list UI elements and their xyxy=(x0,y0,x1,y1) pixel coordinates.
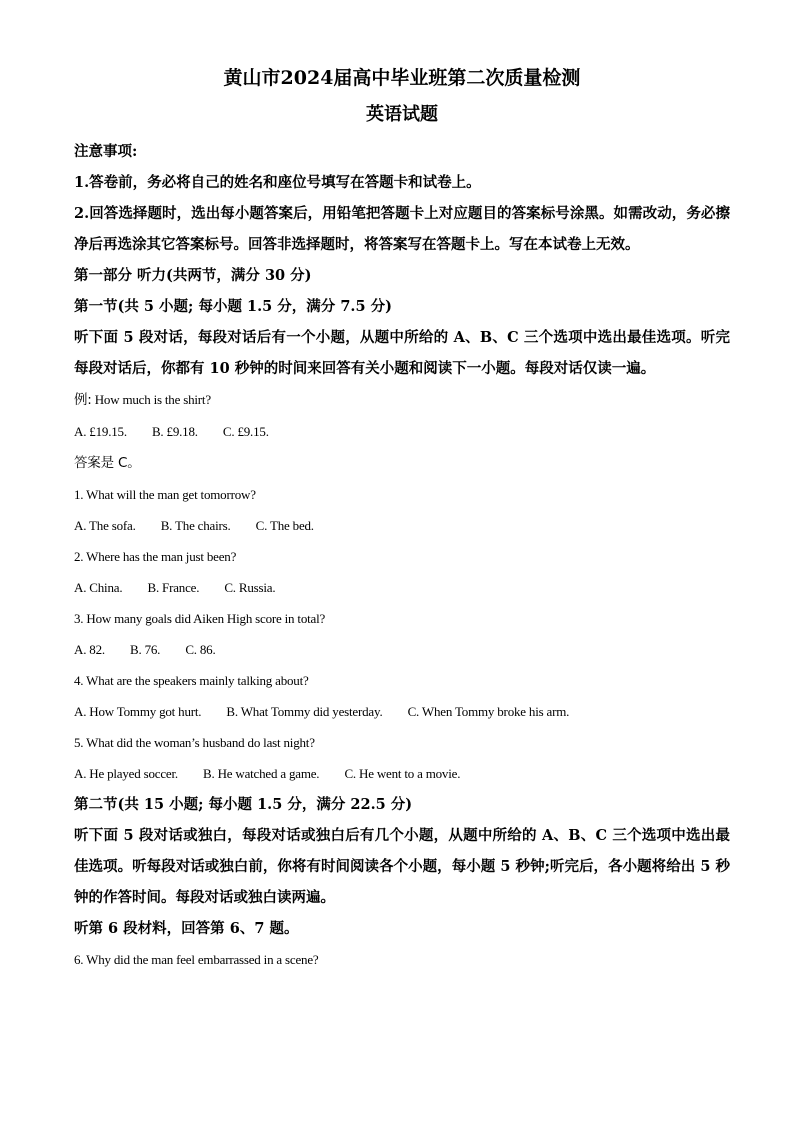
notes-heading: 注意事项: xyxy=(74,143,138,160)
question-5-options xyxy=(74,758,730,789)
question-2-options xyxy=(74,572,730,603)
question-4: 4. What are the speakers mainly talking about? xyxy=(74,673,309,688)
question-2-option-c: C. Russia. xyxy=(224,580,276,595)
section1-instructions: 听下面 5 段对话，每段对话后有一个小题，从题中所给的 A、B、C 三个选项中选出最佳选项。听完每段对话后，你都有 10 秒钟的时间来回答有关小题和阅读下一小题。每段对话仅读一遍。 xyxy=(74,329,730,377)
question-5-option-a: A. He played soccer. xyxy=(74,766,178,781)
question-5: 5. What did the woman’s husband do last night? xyxy=(74,735,315,750)
example-question-text: How much is the shirt? xyxy=(94,392,211,407)
question-6: 6. Why did the man feel embarrassed in a scene? xyxy=(74,952,319,967)
question-3-option-a: A. 82. xyxy=(74,642,105,657)
part1-heading: 第一部分 听力(共两节，满分 30 分) xyxy=(74,267,312,284)
question-2-option-a: A. China. xyxy=(74,580,123,595)
example-options xyxy=(74,416,730,447)
question-3-options xyxy=(74,634,730,665)
example-label: 例: xyxy=(74,392,92,408)
section2-instructions: 听下面 5 段对话或独白，每段对话或独白后有几个小题，从题中所给的 A、B、C 三个选项中选出最佳选项。听每段对话或独白前，你将有时间阅读各个小题，每小题 5 秒钟;听完后，各小题将给出 5 秒钟的作答时间。每段对话或独白读两遍。 xyxy=(74,827,730,906)
question-3-option-b: B. 76. xyxy=(130,642,161,657)
question-1-option-b: B. The chairs. xyxy=(160,518,231,533)
section2-heading: 第二节(共 15 小题; 每小题 1.5 分，满分 22.5 分) xyxy=(74,796,413,813)
question-2-option-b: B. France. xyxy=(147,580,200,595)
question-4-option-c: C. When Tommy broke his arm. xyxy=(407,704,570,719)
question-3-option-c: C. 86. xyxy=(185,642,216,657)
example-question xyxy=(74,384,730,416)
notes-item-1: 1.答卷前，务必将自己的姓名和座位号填写在答题卡和试卷上。 xyxy=(74,174,481,191)
material-6-heading: 听第 6 段材料，回答第 6、7 题。 xyxy=(74,920,299,937)
question-1-option-c: C. The bed. xyxy=(255,518,314,533)
example-option-b: B. £9.18. xyxy=(151,424,198,439)
question-5-option-b: B. He watched a game. xyxy=(203,766,320,781)
exam-subtitle: 英语试题 xyxy=(366,104,438,125)
question-4-option-b: B. What Tommy did yesterday. xyxy=(226,704,383,719)
question-1-option-a: A. The sofa. xyxy=(74,518,136,533)
question-2: 2. Where has the man just been? xyxy=(74,549,237,564)
example-answer: 答案是 C。 xyxy=(74,455,141,471)
question-5-option-c: C. He went to a movie. xyxy=(344,766,461,781)
question-3: 3. How many goals did Aiken High score in total? xyxy=(74,611,326,626)
question-1: 1. What will the man get tomorrow? xyxy=(74,487,256,502)
example-option-a: A. £19.15. xyxy=(74,424,127,439)
section1-heading: 第一节(共 5 小题; 每小题 1.5 分，满分 7.5 分) xyxy=(74,298,392,315)
question-4-option-a: A. How Tommy got hurt. xyxy=(74,704,202,719)
exam-page xyxy=(74,64,730,975)
exam-title: 黄山市2024届高中毕业班第二次质量检测 xyxy=(223,67,581,89)
question-1-options xyxy=(74,510,730,541)
example-option-c: C. £9.15. xyxy=(222,424,269,439)
notes-item-2: 2.回答选择题时，选出每小题答案后，用铅笔把答题卡上对应题目的答案标号涂黑。如需改动，务必擦净后再选涂其它答案标号。回答非选择题时，将答案写在答题卡上。写在本试卷上无效。 xyxy=(74,205,730,253)
question-4-options xyxy=(74,696,730,727)
